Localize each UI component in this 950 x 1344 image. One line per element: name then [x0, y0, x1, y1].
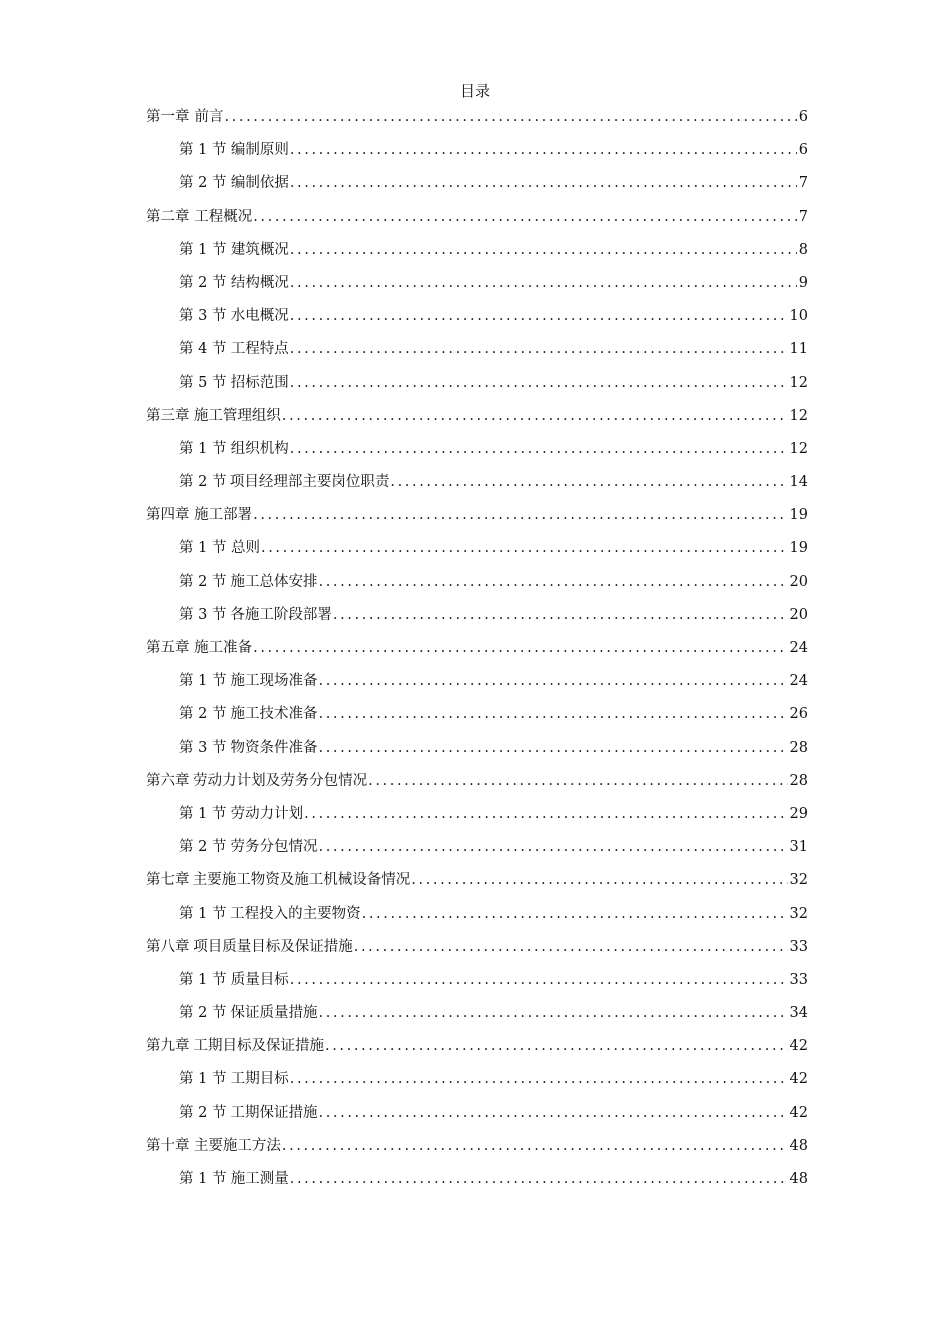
toc-section-entry[interactable]: [146, 571, 808, 604]
toc-dot-leader: [281, 405, 788, 427]
toc-dot-leader: [353, 936, 788, 958]
toc-dot-leader: [252, 206, 797, 228]
toc-entry-number: 第五章: [146, 640, 190, 656]
toc-entry-number: 第 3 节: [179, 739, 227, 756]
toc-chapter-entry[interactable]: [146, 869, 808, 902]
toc-page-number: 42: [789, 1104, 808, 1121]
toc-chapter-entry[interactable]: [146, 206, 808, 239]
toc-section-entry[interactable]: [146, 338, 808, 371]
toc-entry-number: 第八章: [146, 938, 190, 955]
toc-section-entry[interactable]: [146, 1102, 808, 1135]
toc-entry-title: 建筑概况: [230, 241, 289, 258]
toc-entry-title: 保证质量措施: [230, 1005, 318, 1022]
toc-page-number: 20: [789, 606, 808, 623]
toc-section-entry[interactable]: [146, 903, 808, 936]
toc-section-entry[interactable]: [146, 969, 808, 1002]
toc-dot-leader: [389, 471, 787, 493]
toc-entry-number: 第 1 节: [179, 971, 227, 988]
toc-dot-leader: [289, 1068, 788, 1090]
toc-entry-number: 第 2 节: [179, 274, 227, 291]
toc-entry-number: 第 2 节: [179, 1104, 227, 1121]
toc-page-number: 14: [789, 474, 808, 491]
toc-page-number: 24: [789, 640, 808, 656]
toc-chapter-entry[interactable]: [146, 1135, 808, 1168]
toc-section-entry[interactable]: [146, 305, 808, 338]
toc-chapter-entry[interactable]: [146, 405, 808, 438]
toc-entry-title: 结构概况: [230, 274, 289, 291]
toc-page-number: 34: [789, 1005, 808, 1022]
toc-page-number: 32: [789, 872, 808, 889]
toc-entry-title: 工期目标及保证措施: [193, 1038, 325, 1055]
toc-section-entry[interactable]: [146, 438, 808, 471]
toc-entry-title: 工程特点: [230, 341, 289, 358]
toc-dot-leader: [223, 106, 796, 128]
toc-section-entry[interactable]: [146, 604, 808, 637]
toc-entry-number: 第 2 节: [179, 573, 227, 590]
toc-list: [146, 106, 808, 1201]
toc-entry-title: 总则: [231, 540, 261, 557]
toc-title: 目录: [459, 82, 490, 100]
toc-page-number: 7: [798, 175, 808, 192]
toc-section-entry[interactable]: [146, 172, 808, 205]
toc-page-number: 19: [789, 507, 808, 524]
toc-page-number: 33: [789, 938, 808, 955]
toc-page-number: 48: [789, 1137, 808, 1154]
toc-entry-title: 工期目标: [230, 1071, 289, 1088]
toc-dot-leader: [332, 604, 788, 626]
toc-section-entry[interactable]: [146, 139, 808, 172]
toc-entry-title: 前言: [194, 109, 224, 125]
toc-dot-leader: [289, 239, 797, 261]
toc-dot-leader: [303, 803, 787, 825]
toc-entry-number: 第 1 节: [179, 1071, 227, 1088]
toc-entry-title: 施工现场准备: [230, 673, 318, 690]
toc-entry-title: 劳务分包情况: [230, 839, 318, 856]
toc-entry-number: 第六章: [146, 772, 190, 789]
toc-entry-number: 第 2 节: [179, 175, 227, 192]
toc-page-number: 42: [789, 1038, 808, 1055]
toc-entry-title: 施工准备: [194, 640, 253, 656]
toc-entry-title: 施工测量: [230, 1171, 289, 1187]
toc-entry-title: 编制原则: [230, 142, 289, 159]
toc-page-number: 8: [798, 241, 808, 258]
toc-page-number: 31: [789, 839, 808, 856]
toc-dot-leader: [318, 670, 788, 692]
toc-entry-number: 第 2 节: [179, 474, 227, 491]
toc-dot-leader: [318, 703, 788, 725]
toc-entry-title: 主要施工物资及施工机械设备情况: [192, 872, 411, 889]
toc-section-entry[interactable]: [146, 1002, 808, 1035]
toc-page-number: 48: [789, 1171, 808, 1187]
toc-entry-number: 第七章: [146, 872, 190, 889]
toc-entry-number: 第 2 节: [179, 706, 227, 723]
toc-entry-title: 组织机构: [230, 440, 289, 457]
toc-entry-title: 劳动力计划及劳务分包情况: [193, 772, 368, 789]
toc-entry-title: 水电概况: [230, 308, 289, 325]
toc-entry-number: 第四章: [146, 507, 190, 524]
toc-entry-title: 招标范围: [230, 374, 289, 391]
toc-entry-title: 施工管理组织: [193, 407, 281, 424]
toc-dot-leader: [252, 504, 787, 526]
toc-chapter-entry[interactable]: [146, 770, 808, 803]
toc-entry-title: 施工总体安排: [230, 573, 318, 590]
toc-dot-leader: [289, 172, 797, 194]
toc-dot-leader: [281, 1135, 788, 1157]
toc-section-entry[interactable]: [146, 1068, 808, 1101]
toc-entry-number: 第 1 节: [179, 241, 227, 258]
toc-section-entry[interactable]: [146, 737, 808, 770]
toc-entry-number: 第 2 节: [179, 1005, 227, 1022]
toc-dot-leader: [367, 770, 787, 792]
toc-dot-leader: [289, 969, 788, 991]
toc-dot-leader: [289, 338, 788, 360]
toc-dot-leader: [318, 571, 788, 593]
toc-entry-number: 第 3 节: [179, 308, 227, 325]
toc-page-number: 11: [789, 341, 808, 358]
toc-section-entry[interactable]: [146, 703, 808, 736]
toc-dot-leader: [289, 372, 788, 394]
toc-section-entry[interactable]: [146, 372, 808, 405]
toc-entry-title: 质量目标: [230, 971, 289, 988]
toc-entry-number: 第 1 节: [179, 905, 227, 922]
toc-dot-leader: [318, 737, 788, 759]
toc-chapter-entry[interactable]: [146, 936, 808, 969]
toc-dot-leader: [318, 1102, 788, 1124]
toc-entry-title: 劳动力计划: [230, 805, 304, 822]
toc-page-number: 24: [789, 673, 808, 690]
toc-section-entry[interactable]: [146, 1168, 808, 1201]
toc-page-number: 7: [798, 208, 808, 225]
toc-page-number: 28: [789, 739, 808, 756]
toc-page-number: 19: [789, 540, 808, 557]
toc-section-entry[interactable]: [146, 537, 808, 570]
toc-entry-title: 施工部署: [194, 507, 253, 524]
toc-entry-number: 第 1 节: [179, 805, 227, 822]
toc-dot-leader: [260, 537, 788, 559]
toc-section-entry[interactable]: [146, 239, 808, 272]
toc-section-entry[interactable]: [146, 670, 808, 703]
toc-page-number: 6: [798, 142, 808, 159]
toc-entry-title: 各施工阶段部署: [230, 606, 332, 623]
toc-page-number: 12: [789, 407, 808, 424]
toc-dot-leader: [289, 272, 797, 294]
toc-entry-number: 第 1 节: [179, 1171, 227, 1187]
toc-entry-title: 项目质量目标及保证措施: [193, 938, 353, 955]
toc-dot-leader: [289, 438, 788, 460]
toc-entry-number: 第一章: [146, 109, 190, 125]
toc-entry-title: 工程投入的主要物资: [230, 905, 361, 922]
toc-dot-leader: [361, 903, 788, 925]
toc-chapter-entry[interactable]: [146, 637, 808, 670]
toc-entry-number: 第 1 节: [179, 142, 227, 159]
toc-entry-title: 工程概况: [194, 208, 253, 225]
toc-page-number: 26: [789, 706, 808, 723]
toc-page-number: 29: [789, 805, 808, 822]
toc-entry-number: 第 5 节: [179, 374, 227, 391]
toc-page-number: 10: [789, 308, 808, 325]
toc-page-number: 20: [789, 573, 808, 590]
toc-entry-title: 主要施工方法: [193, 1137, 281, 1154]
toc-entry-number: 第九章: [146, 1038, 190, 1055]
toc-entry-number: 第 1 节: [179, 440, 227, 457]
toc-entry-number: 第 1 节: [179, 673, 227, 690]
toc-page-number: 28: [789, 772, 808, 789]
toc-section-entry[interactable]: [146, 471, 808, 504]
toc-dot-leader: [252, 637, 787, 659]
toc-entry-title: 工期保证措施: [230, 1104, 318, 1121]
toc-page-number: 32: [789, 905, 808, 922]
toc-section-entry[interactable]: [146, 272, 808, 305]
toc-page-number: 42: [789, 1071, 808, 1088]
toc-chapter-entry[interactable]: [146, 504, 808, 537]
toc-dot-leader: [318, 836, 788, 858]
toc-dot-leader: [289, 305, 788, 327]
toc-entry-number: 第十章: [146, 1137, 190, 1154]
toc-entry-title: 编制依据: [230, 175, 289, 192]
toc-dot-leader: [289, 1168, 788, 1190]
toc-dot-leader: [318, 1002, 788, 1024]
toc-dot-leader: [324, 1035, 788, 1057]
toc-entry-number: 第 2 节: [179, 839, 227, 856]
toc-chapter-entry[interactable]: [146, 1035, 808, 1068]
toc-section-entry[interactable]: [146, 836, 808, 869]
toc-entry-title: 物资条件准备: [230, 739, 318, 756]
toc-page-number: 9: [798, 274, 808, 291]
toc-page-number: 6: [798, 109, 808, 125]
toc-entry-title: 施工技术准备: [230, 706, 318, 723]
toc-page-number: 33: [789, 971, 808, 988]
toc-chapter-entry[interactable]: [146, 106, 808, 139]
toc-entry-number: 第三章: [146, 407, 190, 424]
toc-entry-number: 第 4 节: [179, 341, 227, 358]
toc-entry-number: 第二章: [146, 208, 190, 225]
toc-entry-number: 第 1 节: [179, 540, 227, 557]
toc-dot-leader: [289, 139, 797, 161]
toc-entry-number: 第 3 节: [179, 606, 227, 623]
toc-page-number: 12: [789, 374, 808, 391]
toc-section-entry[interactable]: [146, 803, 808, 836]
toc-page-number: 12: [789, 440, 808, 457]
toc-entry-title: 项目经理部主要岗位职责: [229, 474, 390, 491]
toc-dot-leader: [410, 869, 787, 891]
